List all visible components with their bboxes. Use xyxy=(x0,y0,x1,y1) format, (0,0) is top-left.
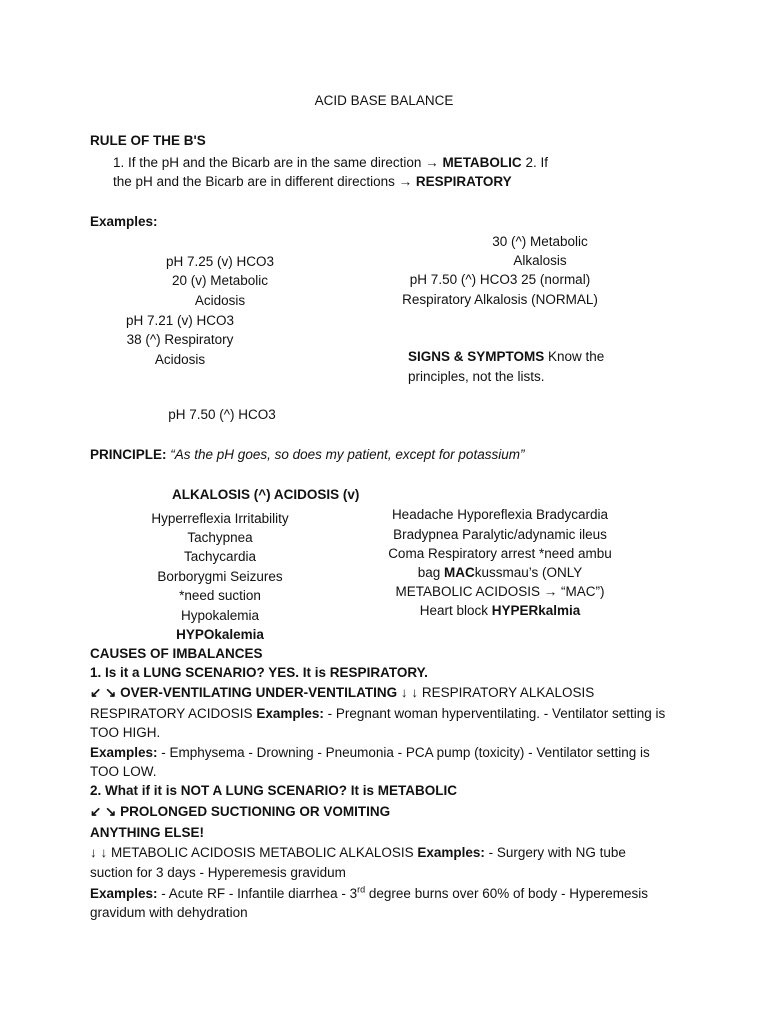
examples-label-4: Examples: xyxy=(90,886,158,901)
acidosis-item-6 xyxy=(370,602,630,620)
ventilating-rest: ↓ ↓ RESPIRATORY ALKALOSIS xyxy=(397,685,595,700)
alkalosis-item-7: HYPOkalemia xyxy=(176,627,264,642)
acidosis-item-3: Coma Respiratory arrest *need ambu xyxy=(388,546,612,561)
metabolic-text: ↓ ↓ METABOLIC ACIDOSIS METABOLIC ALKALOSIS xyxy=(90,845,418,860)
examples-label-1: Examples: xyxy=(256,706,324,721)
examples-heading: Examples: xyxy=(90,214,158,229)
acidosis-item-4-pre: bag xyxy=(417,565,444,580)
acidosis-item-2: Bradypnea Paralytic/adynamic ileus xyxy=(393,527,607,542)
example-left-1: pH 7.25 (v) HCO3 xyxy=(165,254,275,269)
acidosis-item-1: Headache Hyporeflexia Bradycardia xyxy=(391,507,609,522)
principle-label: PRINCIPLE: xyxy=(90,447,167,462)
resp-acidosis-line xyxy=(90,705,665,723)
ventilating-bold: OVER-VENTILATING UNDER-VENTILATING xyxy=(120,685,398,700)
arrows-icon-2: ↙ ↘ xyxy=(90,804,121,819)
example-4-sup: rd xyxy=(357,884,366,895)
alkalosis-item-5: *need suction xyxy=(179,588,261,603)
causes-question-1: 1. Is it a LUNG SCENARIO? YES. It is RESPIRATORY. xyxy=(90,665,428,680)
example-1-cont: TOO HIGH. xyxy=(90,725,161,740)
rule-line-1-suffix: 2. If xyxy=(521,155,548,170)
principle xyxy=(90,446,524,464)
example-3-text: - Surgery with NG tube xyxy=(484,845,626,860)
example-4-post: degree burns over 60% of body - Hyperemesis xyxy=(365,886,649,901)
rule-line-1-bold: METABOLIC xyxy=(442,155,522,170)
example-2-text: - Emphysema - Drowning - Pneumonia - PCA pump (toxicity) - Ventilator setting is xyxy=(157,745,650,760)
rule-line-1 xyxy=(113,154,548,172)
alkalosis-item-3: Tachycardia xyxy=(183,549,257,564)
example-left-6: Acidosis xyxy=(154,352,206,367)
prolonged-line xyxy=(90,803,390,821)
example-left-5: 38 (^) Respiratory xyxy=(126,332,234,347)
rule-heading: RULE OF THE B'S xyxy=(90,133,206,148)
example-1-text: - Pregnant woman hyperventilating. - Ventilator setting is xyxy=(323,706,666,721)
example-2-line xyxy=(90,744,650,762)
alkalosis-item-2: Tachypnea xyxy=(187,530,253,545)
acidosis-item-5: METABOLIC ACIDOSIS → “MAC”) xyxy=(395,584,605,599)
acidosis-item-4 xyxy=(370,564,630,582)
example-left-7: pH 7.50 (^) HCO3 xyxy=(168,407,276,422)
signs-rest: Know the xyxy=(544,349,605,364)
alkalosis-item-1: Hyperreflexia Irritability xyxy=(151,511,289,526)
example-right-3: pH 7.50 (^) HCO3 25 (normal) xyxy=(409,272,591,287)
signs-line-2: principles, not the lists. xyxy=(408,369,545,384)
metabolic-line xyxy=(90,844,626,862)
example-4-line xyxy=(90,885,648,903)
example-right-4: Respiratory Alkalosis (NORMAL) xyxy=(402,292,598,307)
rule-line-2-bold: RESPIRATORY xyxy=(415,174,512,189)
arrows-icon: ↙ ↘ xyxy=(90,685,121,700)
examples-label-2: Examples: xyxy=(90,745,158,760)
acidosis-item-4-post: kussmau’s (ONLY xyxy=(474,565,583,580)
example-left-2: 20 (v) Metabolic xyxy=(171,273,269,288)
causes-question-2: 2. What if it is NOT A LUNG SCENARIO? It is METABOLIC xyxy=(90,783,457,798)
example-2-cont: TOO LOW. xyxy=(90,764,157,779)
example-4-pre: - Acute RF - Infantile diarrhea - 3 xyxy=(157,886,358,901)
alkalosis-item-6: Hypokalemia xyxy=(180,608,260,623)
causes-heading: CAUSES OF IMBALANCES xyxy=(90,646,263,661)
resp-acidosis-text: RESPIRATORY ACIDOSIS xyxy=(90,706,257,721)
principle-quote: “As the pH goes, so does my patient, except for potassium” xyxy=(170,447,525,462)
acidosis-item-4-bold: MAC xyxy=(443,565,475,580)
example-left-3: Acidosis xyxy=(194,293,246,308)
example-right-2: Alkalosis xyxy=(513,253,567,268)
alkalosis-item-4: Borborygmi Seizures xyxy=(157,569,283,584)
rule-line-2 xyxy=(113,173,512,191)
anything-else: ANYTHING ELSE! xyxy=(90,825,205,840)
rule-line-1-prefix: 1. If the pH and the Bicarb are in the same direction → xyxy=(113,155,443,170)
example-3-cont: suction for 3 days - Hyperemesis gravidum xyxy=(90,865,346,880)
alk-acid-heading: ALKALOSIS (^) ACIDOSIS (v) xyxy=(172,487,360,502)
prolonged-bold: PROLONGED SUCTIONING OR VOMITING xyxy=(120,804,391,819)
example-4-cont: gravidum with dehydration xyxy=(90,905,248,920)
example-right-1: 30 (^) Metabolic xyxy=(492,234,588,249)
rule-line-2-prefix: the pH and the Bicarb are in different directions → xyxy=(113,174,416,189)
example-left-4: pH 7.21 (v) HCO3 xyxy=(125,313,235,328)
acidosis-item-6-pre: Heart block xyxy=(419,603,492,618)
signs-line-1 xyxy=(408,348,604,366)
page-title: ACID BASE BALANCE xyxy=(314,93,454,108)
ventilating-line xyxy=(90,684,594,702)
acidosis-item-6-bold: HYPERkalmia xyxy=(491,603,581,618)
examples-label-3: Examples: xyxy=(417,845,485,860)
signs-bold: SIGNS & SYMPTOMS xyxy=(408,349,545,364)
